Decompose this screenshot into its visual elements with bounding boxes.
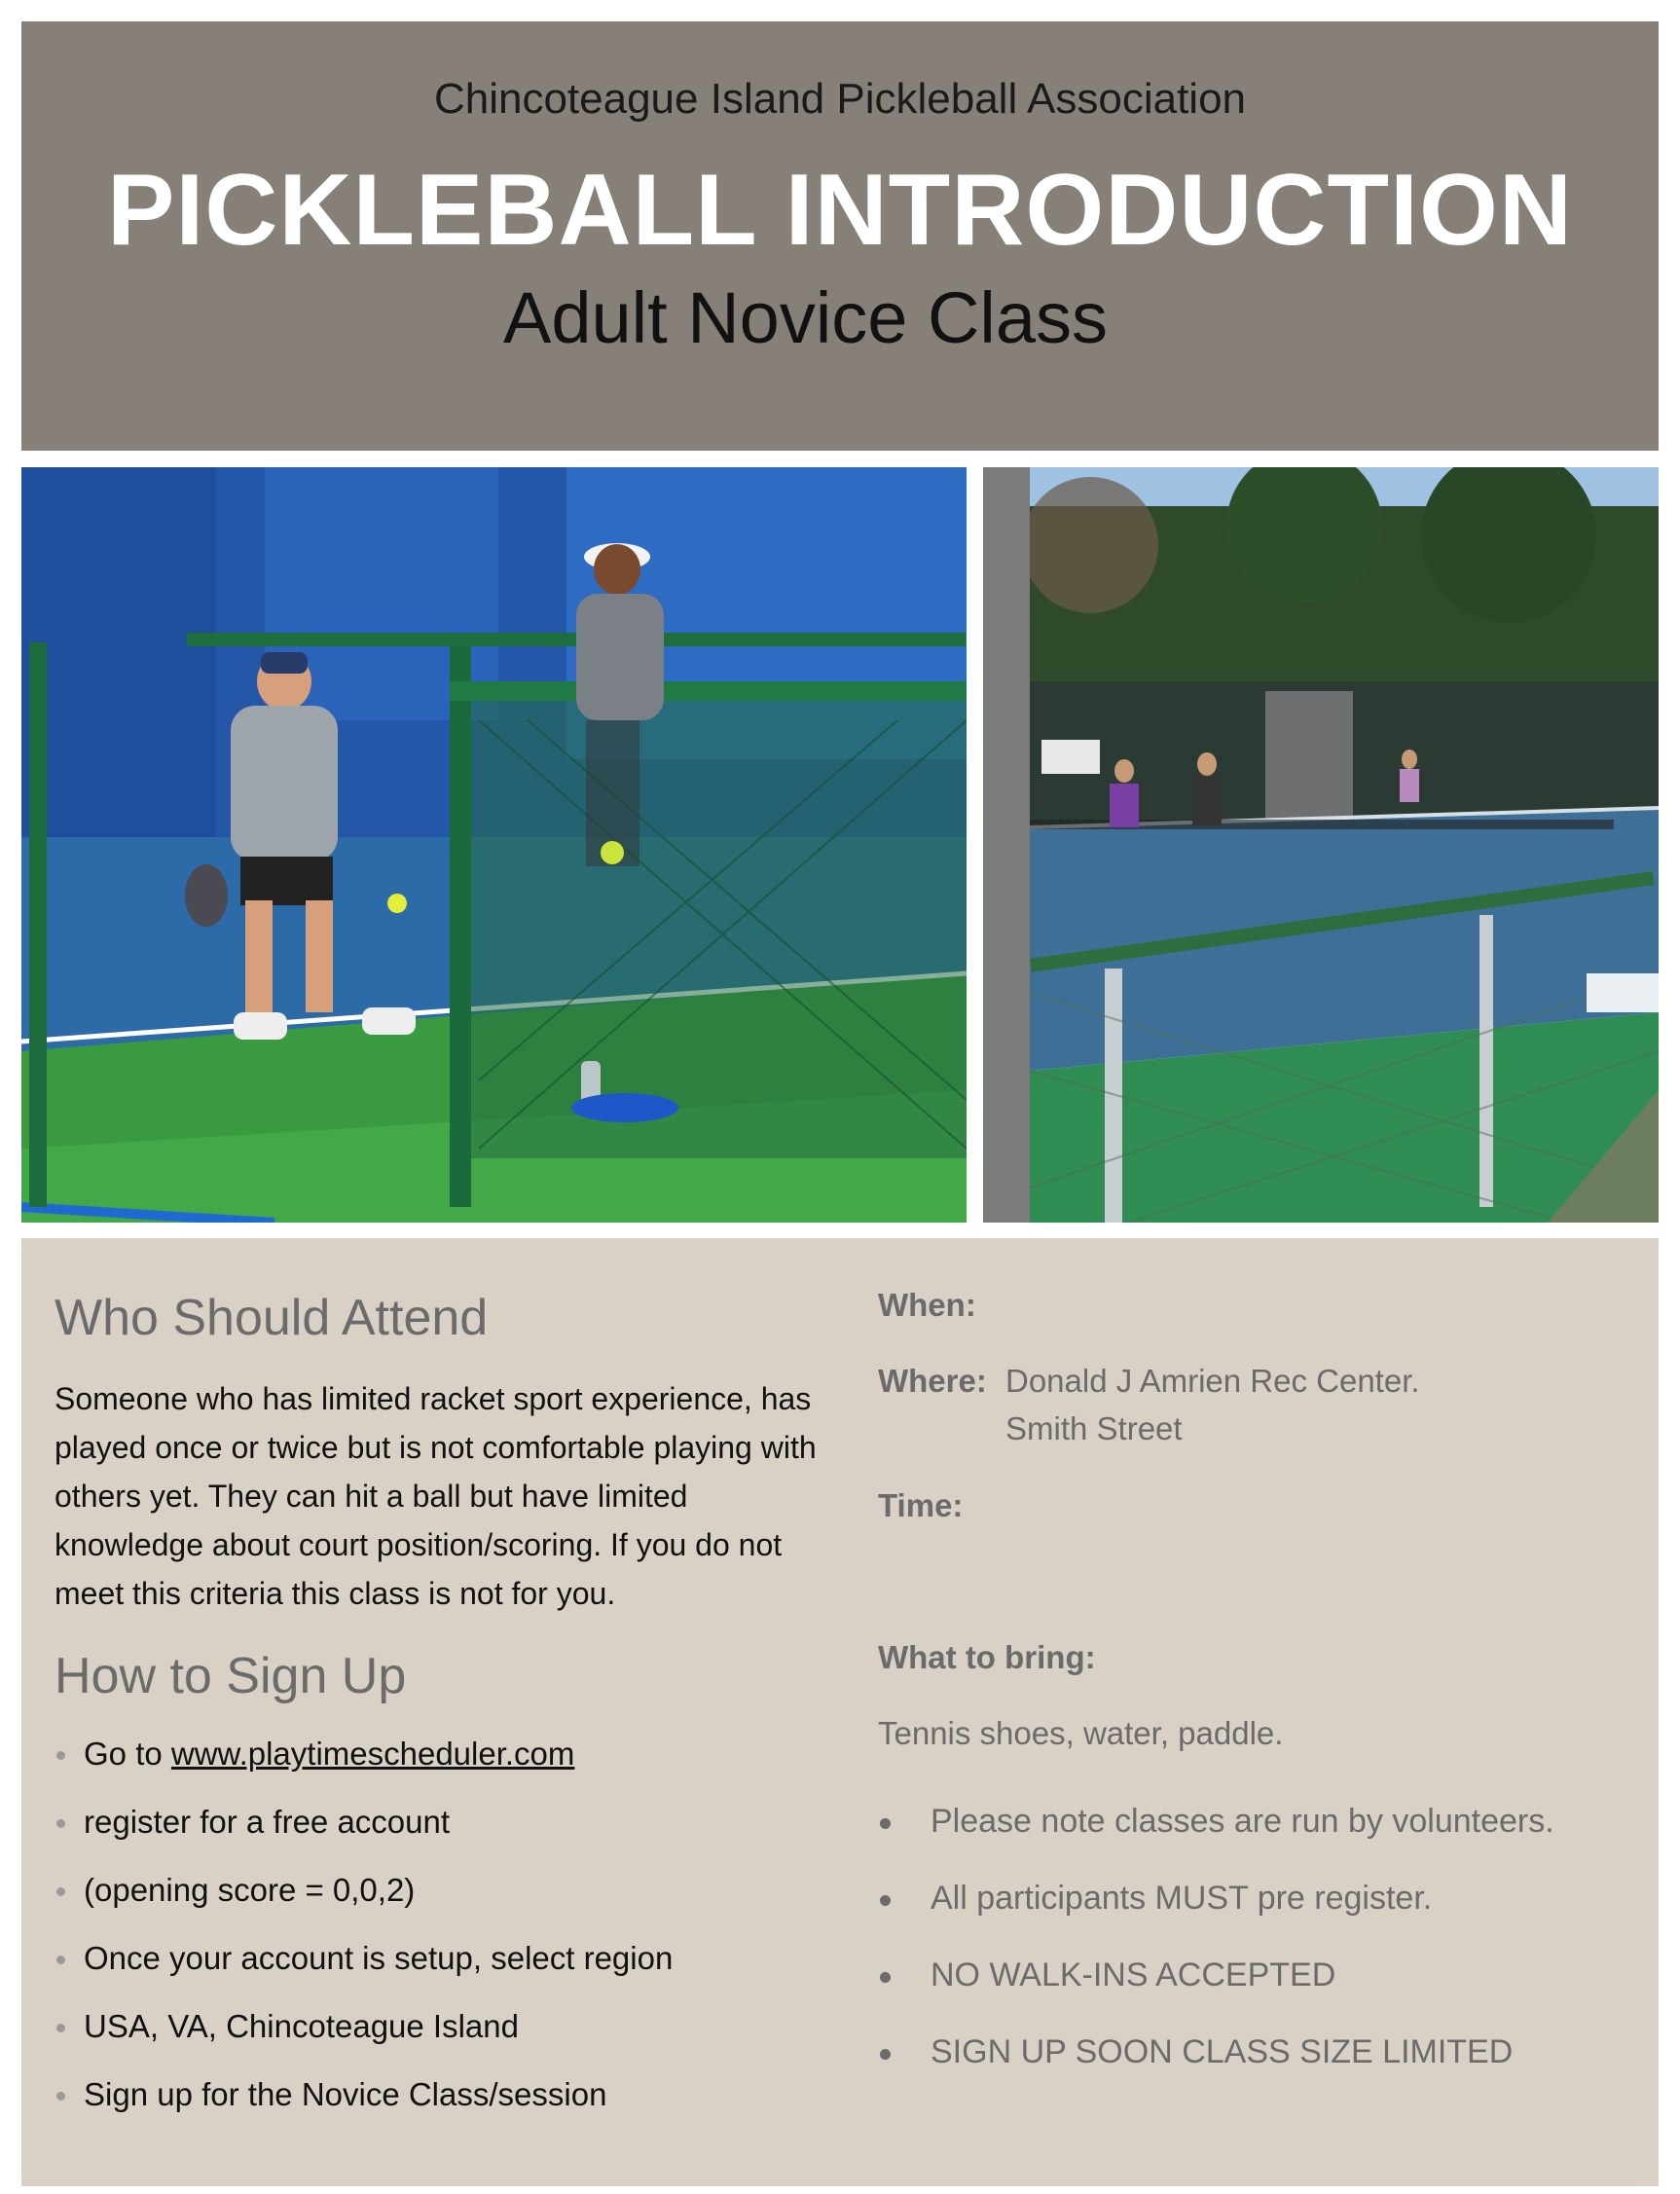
class-notes [878, 1783, 1554, 2091]
info-panel [21, 1238, 1659, 2186]
who-should-attend-text: Someone who has limited racket sport experience, has played once or twice but is not comfortable playing with others yet. They can hit a ball but have limited knowledge about court position/scoring. If you do not meet this criteria this class is not for you. [55, 1381, 817, 1611]
sign-up-step: Sign up for the Novice Class/session [55, 2061, 673, 2129]
photo-players-at-net [21, 467, 967, 1223]
playtimescheduler-link[interactable]: www.playtimescheduler.com [170, 1736, 575, 1772]
page-subtitle: Adult Novice Class [503, 277, 1109, 358]
class-note: All participants MUST pre register. [878, 1860, 1554, 1937]
sign-up-step: USA, VA, Chincoteague Island [55, 1993, 673, 2061]
step-prefix: Go to [84, 1736, 171, 1772]
where-location: Donald J Amrien Rec Center. [1005, 1363, 1420, 1399]
organization-name: Chincoteague Island Pickleball Association [433, 75, 1247, 123]
what-to-bring-label: What to bring: [878, 1639, 1096, 1675]
when-label: When: [878, 1287, 976, 1323]
sign-up-step [55, 1720, 673, 1788]
page-title: PICKLEBALL INTRODUCTION [107, 154, 1573, 267]
class-note: NO WALK-INS ACCEPTED [878, 1937, 1554, 2014]
where-label: Where: [878, 1363, 987, 1399]
where-street: Smith Street [1005, 1410, 1183, 1446]
who-should-attend-heading: Who Should Attend [55, 1290, 489, 1346]
sign-up-steps [55, 1720, 673, 2129]
class-note: Please note classes are run by volunteers. [878, 1783, 1554, 1860]
header-banner [21, 21, 1659, 451]
photo-outdoor-courts [983, 467, 1659, 1223]
how-to-sign-up-heading: How to Sign Up [55, 1648, 407, 1704]
class-note: SIGN UP SOON CLASS SIZE LIMITED [878, 2014, 1554, 2091]
sign-up-step: register for a free account [55, 1788, 673, 1856]
what-to-bring-text: Tennis shoes, water, paddle. [878, 1715, 1284, 1751]
sign-up-step: Once your account is setup, select region [55, 1924, 673, 1993]
sign-up-step: (opening score = 0,0,2) [55, 1856, 673, 1924]
time-label: Time: [878, 1487, 964, 1523]
